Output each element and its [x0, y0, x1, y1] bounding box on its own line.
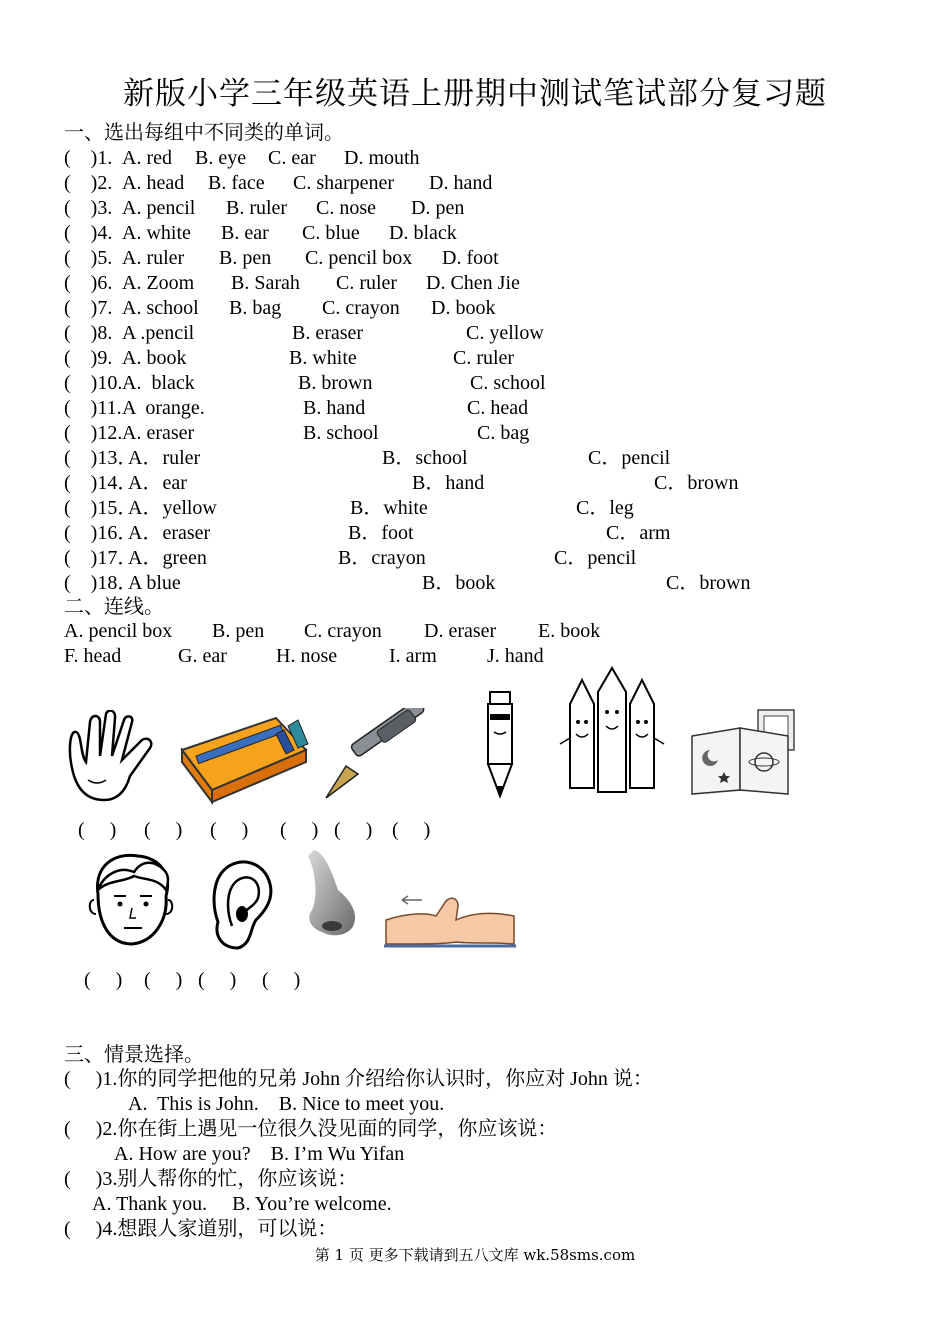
- option-c: C．pencil: [588, 447, 671, 469]
- option-c: C．pencil: [554, 547, 637, 569]
- option-a: A．ear: [128, 472, 187, 494]
- option-a: A. Zoom: [122, 272, 195, 294]
- question-number: ( )16．: [64, 522, 138, 544]
- question-number: ( )5.: [64, 247, 113, 269]
- answer-blank[interactable]: ( ): [280, 819, 319, 841]
- option-b: B. brown: [298, 372, 373, 394]
- match-word: F. head: [64, 645, 122, 667]
- option-d: D. mouth: [344, 147, 420, 169]
- option-b: B. bag: [229, 297, 282, 319]
- question-number: ( )3.: [64, 197, 113, 219]
- option-a: A. head: [122, 172, 185, 194]
- answer-blank[interactable]: ( ): [334, 819, 373, 841]
- nose-picture: [298, 846, 362, 942]
- answer-blank[interactable]: ( ): [78, 819, 117, 841]
- scenario-question-1: ( )1.你的同学把他的兄弟 John 介绍给你认识时，你应对 John 说：: [64, 1068, 653, 1090]
- section1-heading: 一、选出每组中不同类的单词。: [64, 120, 344, 144]
- pen-picture: [320, 708, 438, 804]
- ear-picture: [208, 856, 278, 954]
- option-c: C. sharpener: [293, 172, 395, 194]
- option-d: D. pen: [411, 197, 465, 219]
- head-picture: [84, 850, 178, 950]
- match-word: H. nose: [276, 645, 338, 667]
- option-c: C. bag: [477, 422, 530, 444]
- arm-picture: [384, 886, 516, 954]
- option-a: A. black: [122, 372, 195, 394]
- option-a: A．green: [128, 547, 207, 569]
- option-b: B. pen: [219, 247, 272, 269]
- answer-blank[interactable]: ( ): [392, 819, 431, 841]
- question-number: ( )2.: [64, 172, 113, 194]
- question-number: ( )18．: [64, 572, 138, 594]
- option-b: B．white: [350, 497, 428, 519]
- option-a: A. red: [122, 147, 172, 169]
- book-picture: [688, 706, 798, 798]
- option-b: B．hand: [412, 472, 485, 494]
- option-b: B．foot: [348, 522, 414, 544]
- option-c: C. ruler: [453, 347, 515, 369]
- match-word: G. ear: [178, 645, 227, 667]
- scenario-options-1: A. This is John. B. Nice to meet you.: [128, 1093, 445, 1115]
- option-a: A. school: [122, 297, 199, 319]
- match-word: C. crayon: [304, 620, 382, 642]
- option-c: C. yellow: [466, 322, 544, 344]
- option-a: A. book: [122, 347, 187, 369]
- question-number: ( )6.: [64, 272, 113, 294]
- option-b: B. eye: [195, 147, 247, 169]
- option-c: C. head: [467, 397, 529, 419]
- option-c: C. ruler: [336, 272, 398, 294]
- crayons-picture: [556, 664, 668, 802]
- match-word: J. hand: [487, 645, 544, 667]
- question-number: ( )14．: [64, 472, 138, 494]
- answer-blank[interactable]: ( ): [262, 969, 301, 991]
- question-number: ( )15．: [64, 497, 138, 519]
- option-b: B. white: [289, 347, 357, 369]
- option-c: C. ear: [268, 147, 316, 169]
- option-c: C．brown: [654, 472, 739, 494]
- option-a: A. white: [122, 222, 191, 244]
- question-number: ( )13．: [64, 447, 138, 469]
- option-a: A. eraser: [122, 422, 195, 444]
- option-c: C. pencil box: [305, 247, 413, 269]
- option-c: C．arm: [606, 522, 671, 544]
- option-c: C．brown: [666, 572, 751, 594]
- scenario-question-4: ( )4.想跟人家道别，可以说：: [64, 1218, 338, 1240]
- option-a: A orange.: [122, 397, 205, 419]
- question-number: ( )1.: [64, 147, 113, 169]
- page-footer: 第 1 页 更多下载请到五八文库 wk.58sms.com: [314, 1246, 636, 1264]
- answer-blank[interactable]: ( ): [144, 819, 183, 841]
- match-word: A. pencil box: [64, 620, 173, 642]
- question-number: ( )12.: [64, 422, 123, 444]
- question-number: ( )17．: [64, 547, 138, 569]
- question-number: ( )4.: [64, 222, 113, 244]
- scenario-options-2: A. How are you? B. I’m Wu Yifan: [114, 1143, 405, 1165]
- scenario-question-2: ( )2.你在街上遇见一位很久没见面的同学，你应该说：: [64, 1118, 558, 1140]
- match-word: D. eraser: [424, 620, 497, 642]
- page-title: 新版小学三年级英语上册期中测试笔试部分复习题: [123, 76, 827, 112]
- match-word: B. pen: [212, 620, 265, 642]
- option-a: A. pencil: [122, 197, 196, 219]
- question-number: ( )8.: [64, 322, 113, 344]
- answer-blank[interactable]: ( ): [84, 969, 123, 991]
- option-b: B．book: [422, 572, 496, 594]
- option-b: B. Sarah: [231, 272, 300, 294]
- option-d: D. Chen Jie: [426, 272, 520, 294]
- option-b: B. face: [208, 172, 265, 194]
- option-a: A blue: [128, 572, 181, 594]
- option-b: B. ruler: [226, 197, 288, 219]
- scenario-options-3: A. Thank you. B. You’re welcome.: [92, 1193, 392, 1215]
- option-b: B. eraser: [292, 322, 364, 344]
- option-c: C. school: [470, 372, 546, 394]
- option-c: C．leg: [576, 497, 634, 519]
- question-number: ( )9.: [64, 347, 113, 369]
- option-d: D. foot: [442, 247, 499, 269]
- option-a: A．eraser: [128, 522, 211, 544]
- option-d: D. hand: [429, 172, 493, 194]
- option-b: B．crayon: [338, 547, 426, 569]
- section2-heading: 二、连线。: [64, 594, 164, 618]
- question-number: ( )7.: [64, 297, 113, 319]
- answer-blank[interactable]: ( ): [198, 969, 237, 991]
- answer-blank[interactable]: ( ): [210, 819, 249, 841]
- option-a: A．ruler: [128, 447, 201, 469]
- answer-blank[interactable]: ( ): [144, 969, 183, 991]
- option-b: B. hand: [303, 397, 366, 419]
- pencil-picture: [480, 688, 520, 800]
- option-b: B．school: [382, 447, 468, 469]
- hand-picture: [64, 710, 164, 805]
- option-b: B. school: [303, 422, 379, 444]
- section3-heading: 三、情景选择。: [64, 1042, 204, 1066]
- option-a: A .pencil: [122, 322, 195, 344]
- option-d: D. book: [431, 297, 496, 319]
- option-a: A．yellow: [128, 497, 217, 519]
- option-c: C. nose: [316, 197, 376, 219]
- question-number: ( )10.: [64, 372, 123, 394]
- option-a: A. ruler: [122, 247, 185, 269]
- question-number: ( )11.: [64, 397, 122, 419]
- option-b: B. ear: [221, 222, 269, 244]
- match-word: I. arm: [389, 645, 437, 667]
- pencil-box-picture: [176, 710, 316, 805]
- option-c: C. crayon: [322, 297, 400, 319]
- scenario-question-3: ( )3.别人帮你的忙，你应该说：: [64, 1168, 358, 1190]
- option-c: C. blue: [302, 222, 360, 244]
- option-d: D. black: [389, 222, 457, 244]
- match-word: E. book: [538, 620, 601, 642]
